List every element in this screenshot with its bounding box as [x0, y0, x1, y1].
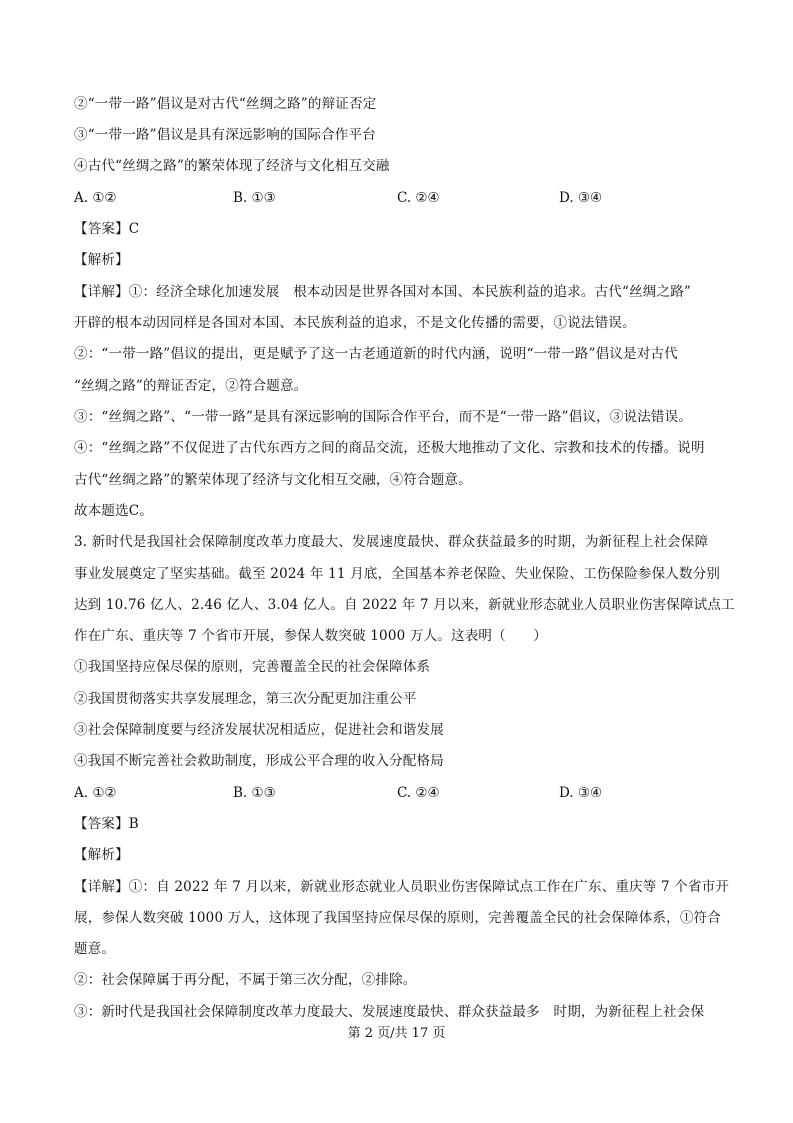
q2-explanation-line: 【详解】①：经济全球化加速发展 根本动因是世界各国对本国、本民族利益的追求。古代“丝绸之路”: [74, 284, 692, 300]
q2-explanation-line: ②：“一带一路”倡议的提出，更是赋予了这一古老通道新的时代内涵，说明“一带一路”倡议是对古代: [74, 346, 678, 362]
q2-analysis-label: 【解析】: [74, 252, 129, 268]
q3-explanation-line: ②：社会保障属于再分配，不属于第三次分配，②排除。: [74, 972, 417, 988]
page-footer: 第 2 页/共 17 页: [347, 1026, 446, 1041]
q3-option-b: B. ①③: [233, 785, 276, 801]
q2-statement-4: ④古代“丝绸之路”的繁荣体现了经济与文化相互交融: [74, 158, 390, 174]
q2-explanation-line: ④：“丝绸之路”不仅促进了古代东西方之间的商品交流，还极大地推动了文化、宗教和技术的传播。说明: [74, 440, 705, 456]
q3-statement-1: ①我国坚持应保尽保的原则，完善覆盖全民的社会保障体系: [74, 659, 431, 675]
q3-explanation-line: 【详解】①：自 2022 年 7 月以来，新就业形态就业人员职业伤害保障试点工作在广东、重庆等 7 个省市开: [74, 879, 730, 895]
q3-analysis-label: 【解析】: [74, 847, 129, 863]
q3-stem-line: 3. 新时代是我国社会保障制度改革力度最大、发展速度最快、群众获益最多的时期，为新征程上社会保障: [74, 534, 709, 550]
q2-explanation-line: “丝绸之路”的辩证否定，②符合题意。: [74, 378, 308, 394]
q3-option-a: A. ①②: [74, 785, 117, 801]
q3-stem-line: 达到 10.76 亿人、2.46 亿人、3.04 亿人。自 2022 年 7 月以来，新就业形态就业人员职业伤害保障试点工: [74, 597, 735, 613]
q2-explanation-line: 开辟的根本动因同样是各国对本国、本民族利益的追求，不是文化传播的需要，①说法错误。: [74, 315, 636, 331]
q2-statement-2: ②“一带一路”倡议是对古代“丝绸之路”的辩证否定: [74, 96, 377, 112]
q3-statement-2: ②我国贯彻落实共享发展理念，第三次分配更加注重公平: [74, 691, 417, 707]
q3-option-d: D. ③④: [559, 785, 603, 801]
q3-options: [74, 784, 734, 802]
q2-option-b: B. ①③: [233, 190, 276, 206]
q3-explanation-line: 题意。: [74, 941, 116, 957]
q3-answer: 【答案】B: [74, 816, 139, 832]
q2-statement-3: ③“一带一路”倡议是具有深远影响的国际合作平台: [74, 127, 376, 143]
q3-option-c: C. ②④: [397, 785, 440, 801]
q2-options: [74, 189, 734, 207]
q2-option-d: D. ③④: [559, 190, 603, 206]
q2-answer: 【答案】C: [74, 221, 140, 237]
q3-explanation-line: ③：新时代是我国社会保障制度改革力度最大、发展速度最快、群众获益最多 时期，为新征程上社会保: [74, 1004, 705, 1020]
q3-explanation-line: 展，参保人数突破 1000 万人，这体现了我国坚持应保尽保的原则，完善覆盖全民的社会保障体系，①符合: [74, 910, 721, 926]
q3-statement-4: ④我国不断完善社会救助制度，形成公平合理的收入分配格局: [74, 753, 444, 769]
q3-stem-line: 事业发展奠定了坚实基础。截至 2024 年 11 月底，全国基本养老保险、失业保险、工伤保险参保人数分别: [74, 566, 721, 582]
q2-explanation-line: ③：“丝绸之路”、“一带一路”是具有深远影响的国际合作平台，而不是“一带一路”倡议，③说法错误。: [74, 409, 693, 425]
q2-explanation-line: 古代“丝绸之路”的繁荣体现了经济与文化相互交融，④符合题意。: [74, 472, 472, 488]
q2-option-c: C. ②④: [397, 190, 440, 206]
q3-statement-3: ③社会保障制度要与经济发展状况相适应，促进社会和谐发展: [74, 722, 444, 738]
q2-conclusion: 故本题选C。: [74, 503, 154, 519]
q2-option-a: A. ①②: [74, 190, 117, 206]
q3-stem-line: 作在广东、重庆等 7 个省市开展，参保人数突破 1000 万人。这表明（ ）: [74, 628, 547, 644]
